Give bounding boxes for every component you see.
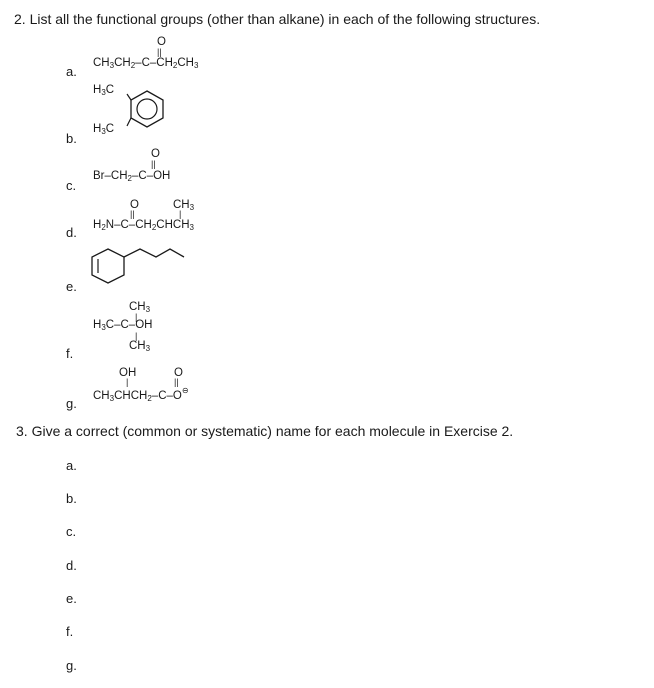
q2-item-d-label: d. (66, 225, 77, 240)
q3-item-e: e. (66, 591, 77, 606)
double-bond: || (174, 377, 179, 387)
negative-charge-icon: ⊖ (181, 386, 189, 395)
branch-bond: | (179, 209, 182, 219)
question-2-number: 2. (14, 11, 26, 27)
q2-item-a-label: a. (66, 64, 77, 79)
carbonyl-oxygen: O (130, 199, 139, 211)
cyclohexene-skeletal-icon (90, 245, 200, 295)
double-bond: || (151, 159, 156, 169)
q2-item-f-label: f. (66, 346, 74, 361)
q2-item-g-label: g. (66, 396, 77, 411)
methyl-group-1: $H_3C$ (93, 84, 115, 97)
bond-down: | (135, 331, 138, 341)
question-2-text: List all the functional groups (other than alkane) in each of the following structures. (29, 11, 541, 27)
q3-item-g: g. (66, 658, 77, 673)
question-2-heading (14, 11, 540, 27)
benzene-ring-icon (115, 85, 175, 145)
double-bond: || (130, 209, 135, 219)
q3-item-b: b. (66, 491, 77, 506)
formula-line: $CH_3CH_2-C-CH_2CH_3$ (93, 57, 199, 70)
hydroxyl-group: OH (119, 367, 137, 379)
q3-item-f: f. (66, 624, 74, 639)
carbonyl-oxygen: O (157, 36, 166, 48)
carbonyl-oxygen: O (151, 148, 160, 160)
formula-line: $CH_3CHCH_2-C-O^⊖$ (93, 386, 189, 403)
double-bond: || (157, 47, 162, 57)
q3-item-d: d. (66, 558, 77, 573)
question-3-number: 3. (16, 423, 28, 439)
bond-up: | (135, 312, 138, 322)
q3-item-a: a. (66, 458, 77, 473)
carbonyl-oxygen: O (174, 367, 183, 379)
question-3-text: Give a correct (common or systematic) name for each molecule in Exercise 2. (31, 423, 514, 439)
branch-methyl: $CH_3$ (173, 199, 195, 212)
formula-line: $Br-CH_2-C-OH$ (93, 170, 171, 183)
top-methyl: $CH_3$ (129, 301, 151, 314)
formula-line: $H_3C-C-OH$ (93, 319, 153, 332)
question-3-heading (16, 423, 513, 439)
q3-item-c: c. (66, 524, 77, 539)
q2-item-b-label: b. (66, 131, 77, 146)
q2-item-e-label: e. (66, 279, 77, 294)
q2-item-c-label: c. (66, 178, 77, 193)
hydroxyl-bond: | (126, 377, 129, 387)
formula-line: $H_2N-C-CH_2CHCH_3$ (93, 219, 194, 232)
methyl-group-2: $H_3C$ (93, 123, 115, 136)
bottom-methyl: $CH_3$ (129, 340, 151, 353)
